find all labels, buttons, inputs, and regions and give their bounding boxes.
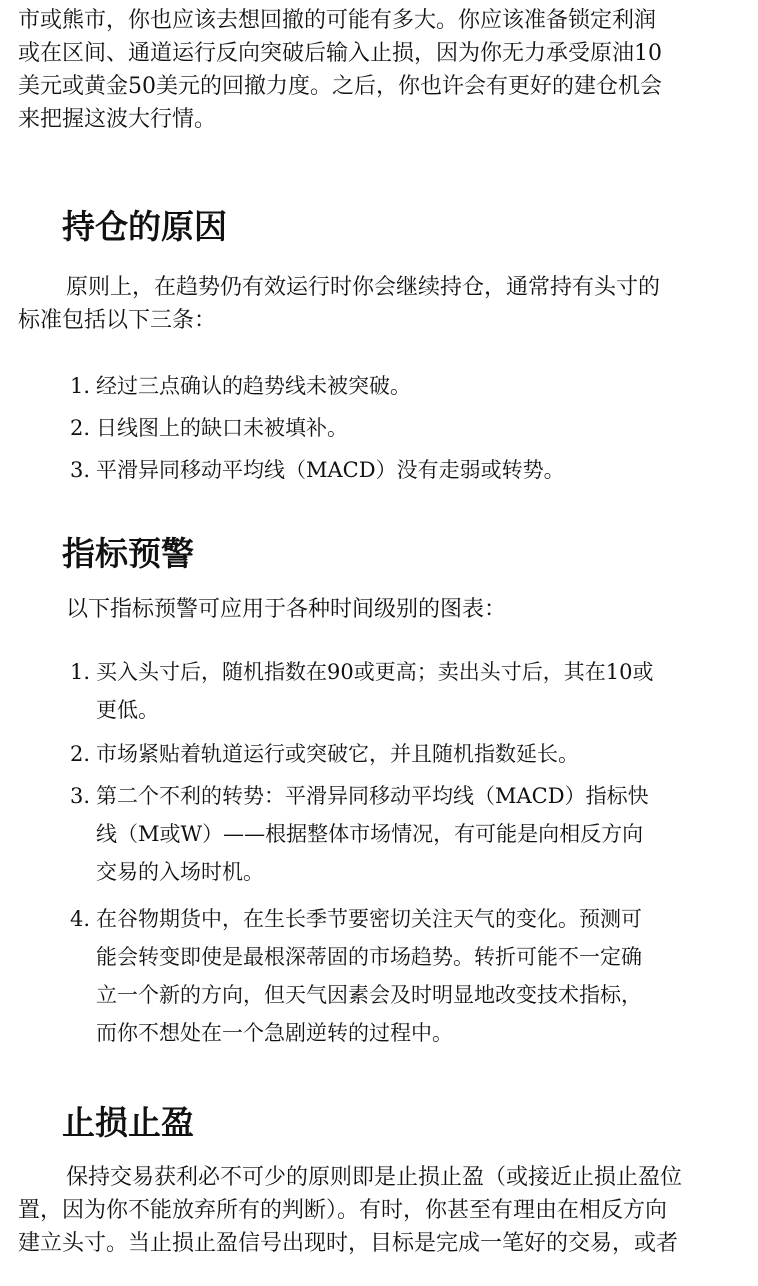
- list-text: 立一个新的方向，但天气因素会及时明显地改变技术指标，: [96, 983, 642, 1007]
- list-text: 买入头寸后，随机指数在90或更高；卖出头寸后，其在10或: [96, 660, 654, 684]
- list-number: 4.: [70, 907, 91, 931]
- section-heading-holding: 持仓的原因: [62, 207, 227, 246]
- list-item: [70, 900, 642, 1052]
- list-number: 3.: [70, 458, 91, 482]
- list-number: 2.: [70, 416, 91, 440]
- section-heading-warning: 指标预警: [62, 534, 194, 573]
- list-text: 市场紧贴着轨道运行或突破它，并且随机指数延长。: [96, 742, 579, 766]
- text-line: 原则上，在趋势仍有效运行时你会继续持仓，通常持有头寸的: [66, 275, 661, 300]
- text-line: 标准包括以下三条：: [18, 308, 217, 333]
- text-line: 或在区间、通道运行反向突破后输入止损，因为你无力承受原油10: [18, 41, 662, 66]
- list-number: 2.: [70, 742, 91, 766]
- list-number: 1.: [70, 374, 91, 398]
- text-line: 以下指标预警可应用于各种时间级别的图表：: [66, 597, 507, 622]
- text-line: 美元或黄金50美元的回撤力度。之后，你也许会有更好的建仓机会: [18, 74, 662, 99]
- text-line: 来把握这波大行情。: [18, 107, 217, 132]
- text-line: 市或熊市，你也应该去想回撤的可能有多大。你应该准备锁定利润: [18, 8, 657, 33]
- list-text: 平滑异同移动平均线（MACD）没有走弱或转势。: [96, 458, 565, 482]
- list-text: 交易的入场时机。: [96, 860, 264, 884]
- list-item: [70, 777, 649, 891]
- text-line: 建立头寸。当止损止盈信号出现时，目标是完成一笔好的交易，或者: [18, 1231, 679, 1256]
- list-number: 1.: [70, 660, 91, 684]
- list-item: [70, 653, 653, 729]
- intro-paragraph: [18, 4, 746, 136]
- list-item: [70, 367, 411, 405]
- holding-paragraph: [18, 271, 746, 337]
- list-text: 日线图上的缺口未被填补。: [96, 416, 348, 440]
- list-item: [70, 451, 565, 489]
- list-text: 能会转变即使是最根深蒂固的市场趋势。转折可能不一定确: [96, 945, 642, 969]
- stop-paragraph: [18, 1161, 746, 1260]
- list-text: 经过三点确认的趋势线未被突破。: [96, 374, 411, 398]
- text-line: 保持交易获利必不可少的原则即是止损止盈（或接近止损止盈位: [66, 1165, 683, 1190]
- list-text: 更低。: [96, 698, 159, 722]
- section-heading-stop: 止损止盈: [62, 1103, 194, 1142]
- list-text: 第二个不利的转势：平滑异同移动平均线（MACD）指标快: [96, 784, 649, 808]
- list-number: 3.: [70, 784, 91, 808]
- list-item: [70, 735, 579, 773]
- warning-paragraph: [66, 593, 758, 626]
- list-text: 线（M或W）——根据整体市场情况，有可能是向相反方向: [96, 822, 644, 846]
- list-text: 在谷物期货中，在生长季节要密切关注天气的变化。预测可: [96, 907, 642, 931]
- text-line: 置，因为你不能放弃所有的判断）。有时，你甚至有理由在相反方向: [18, 1198, 668, 1223]
- list-text: 而你不想处在一个急剧逆转的过程中。: [96, 1021, 453, 1045]
- list-item: [70, 409, 348, 447]
